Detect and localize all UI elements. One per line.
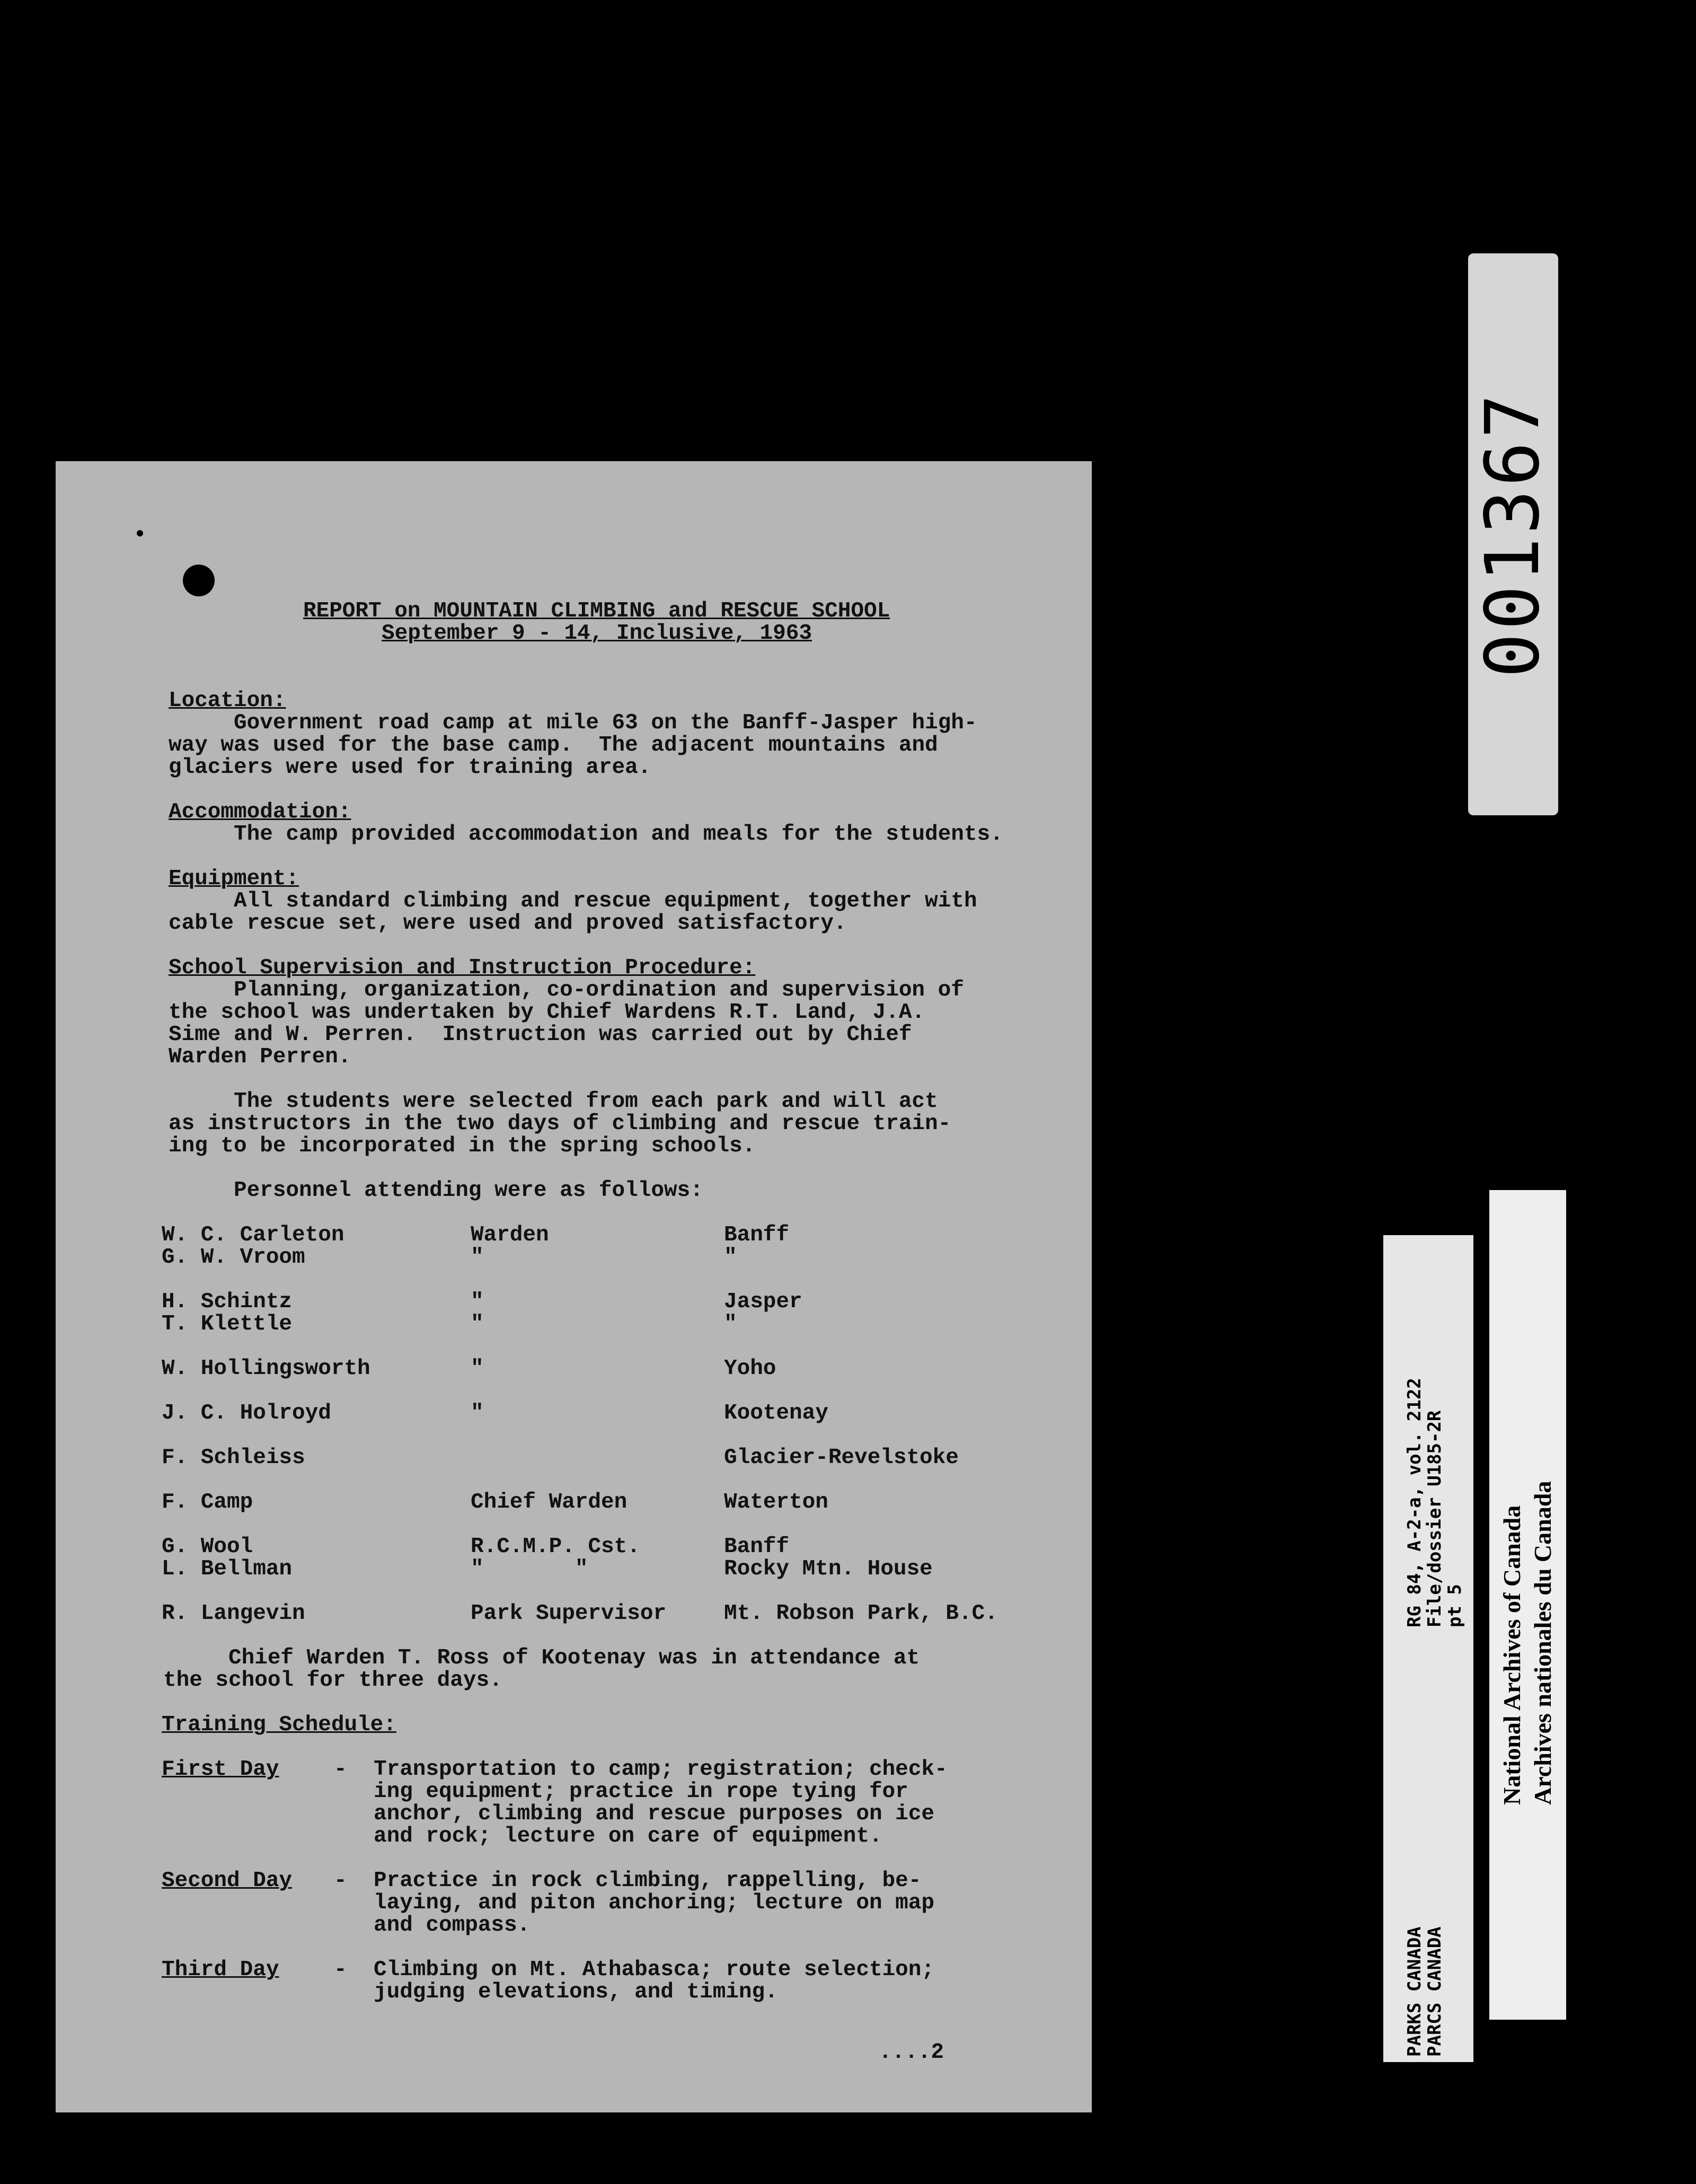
training-day-text: anchor, climbing and rescue purposes on ice [374,1802,934,1826]
personnel-name: G. Wool [162,1535,253,1559]
personnel-role: " [471,1290,484,1314]
location-text-line: glaciers were used for training area. [169,755,651,780]
archive-reference-card [1383,1235,1473,2062]
speck [329,337,333,341]
equipment-text-line: cable rescue set, were used and proved satisfactory. [169,911,847,936]
personnel-park: Glacier-Revelstoke [724,1446,959,1470]
punch-hole [183,565,215,596]
personnel-intro: Personnel attending were as follows: [169,1178,703,1203]
personnel-name: W. Hollingsworth [162,1357,370,1381]
supervision-text-line: Warden Perren. [169,1045,351,1069]
personnel-name: R. Langevin [162,1601,305,1626]
personnel-park: Yoho [724,1357,776,1381]
personnel-role: " [471,1245,484,1270]
training-day-text: laying, and piton anchoring; lecture on map [374,1891,934,1915]
training-day-dash: - [334,1757,347,1782]
personnel-role: " [471,1312,484,1336]
training-day-dash: - [334,1958,347,1982]
speck [137,530,143,536]
students-text-line: ing to be incorporated in the spring schools. [169,1134,756,1158]
supervision-text-line: Planning, organization, co-ordination and supervision of [169,978,964,1002]
supervision-text-line: Sime and W. Perren. Instruction was carried out by Chief [169,1023,912,1047]
personnel-park: " [724,1312,737,1336]
training-day-text: and compass. [374,1913,531,1938]
training-day-label: Second Day [162,1869,293,1893]
equipment-text-line: All standard climbing and rescue equipment, together with [169,889,977,913]
personnel-park: Banff [724,1535,790,1559]
students-text-line: The students were selected from each park and will act [169,1089,938,1114]
training-day-text: and rock; lecture on care of equipment. [374,1824,882,1848]
attendance-note-line: the school for three days. [163,1668,502,1693]
personnel-name: G. W. Vroom [162,1245,305,1270]
personnel-park: Jasper [724,1290,802,1314]
section-heading-location: Location: [169,689,286,713]
personnel-name: J. C. Holroyd [162,1401,331,1425]
personnel-name: W. C. Carleton [162,1223,344,1247]
frame-number-label [1468,253,1558,815]
personnel-park: Kootenay [724,1401,828,1425]
personnel-name: F. Camp [162,1490,253,1514]
personnel-role: Park Supervisor [471,1601,667,1626]
personnel-role: " [471,1401,484,1425]
section-heading-accommodation: Accommodation: [169,800,351,824]
personnel-park: Rocky Mtn. House [724,1557,933,1581]
supervision-text-line: the school was undertaken by Chief Wardens R.T. Land, J.A. [169,1000,925,1025]
training-day-text: Climbing on Mt. Athabasca; route selection; [374,1958,934,1982]
personnel-name: H. Schintz [162,1290,293,1314]
national-archives-card [1489,1190,1566,2020]
training-day-dash: - [334,1869,347,1893]
section-heading-equipment: Equipment: [169,867,299,891]
personnel-name: T. Klettle [162,1312,293,1336]
section-heading-training: Training Schedule: [162,1713,396,1737]
page-marker: ....2 [879,2040,944,2065]
personnel-role: " " [471,1557,588,1581]
section-heading-supervision: School Supervision and Instruction Procedure: [169,956,756,980]
archive-reference-line: pt 5 [1444,1584,1465,1627]
frame-number: 001367 [1470,391,1556,678]
attendance-note-line: Chief Warden T. Ross of Kootenay was in attendance at [163,1646,920,1670]
accommodation-text-line: The camp provided accommodation and meals for the students. [169,822,1003,847]
training-day-text: Transportation to camp; registration; check- [374,1757,948,1782]
archive-reference-line: RG 84, A-2-a, vol. 2122 [1404,1378,1425,1627]
report-title: REPORT on MOUNTAIN CLIMBING and RESCUE SCHOOL [303,599,890,623]
report-date-range: September 9 - 14, Inclusive, 1963 [382,621,812,646]
personnel-park: Banff [724,1223,790,1247]
parks-canada-line: PARKS CANADA [1404,1926,1425,2057]
training-day-text: judging elevations, and timing. [374,1980,778,2004]
location-text-line: way was used for the base camp. The adjacent mountains and [169,733,938,758]
personnel-role: Chief Warden [471,1490,628,1514]
training-day-label: Third Day [162,1958,279,1982]
personnel-park: Waterton [724,1490,828,1514]
personnel-park: " [724,1245,737,1270]
personnel-role: Warden [471,1223,549,1247]
students-text-line: as instructors in the two days of climbing and rescue train- [169,1112,951,1136]
personnel-role: R.C.M.P. Cst. [471,1535,640,1559]
national-archives-line: National Archives of Canada [1498,1505,1525,1805]
personnel-park: Mt. Robson Park, B.C. [724,1601,998,1626]
training-day-text: ing equipment; practice in rope tying for [374,1780,908,1804]
training-day-label: First Day [162,1757,279,1782]
parks-canada-line: PARCS CANADA [1424,1926,1445,2057]
training-day-text: Practice in rock climbing, rappelling, be- [374,1869,922,1893]
national-archives-line: Archives nationales du Canada [1529,1481,1556,1805]
archive-reference-line: File/dossier U185-2R [1424,1410,1445,1627]
personnel-role: " [471,1357,484,1381]
personnel-name: F. Schleiss [162,1446,305,1470]
personnel-name: L. Bellman [162,1557,293,1581]
location-text-line: Government road camp at mile 63 on the Banff-Jasper high- [169,711,977,735]
